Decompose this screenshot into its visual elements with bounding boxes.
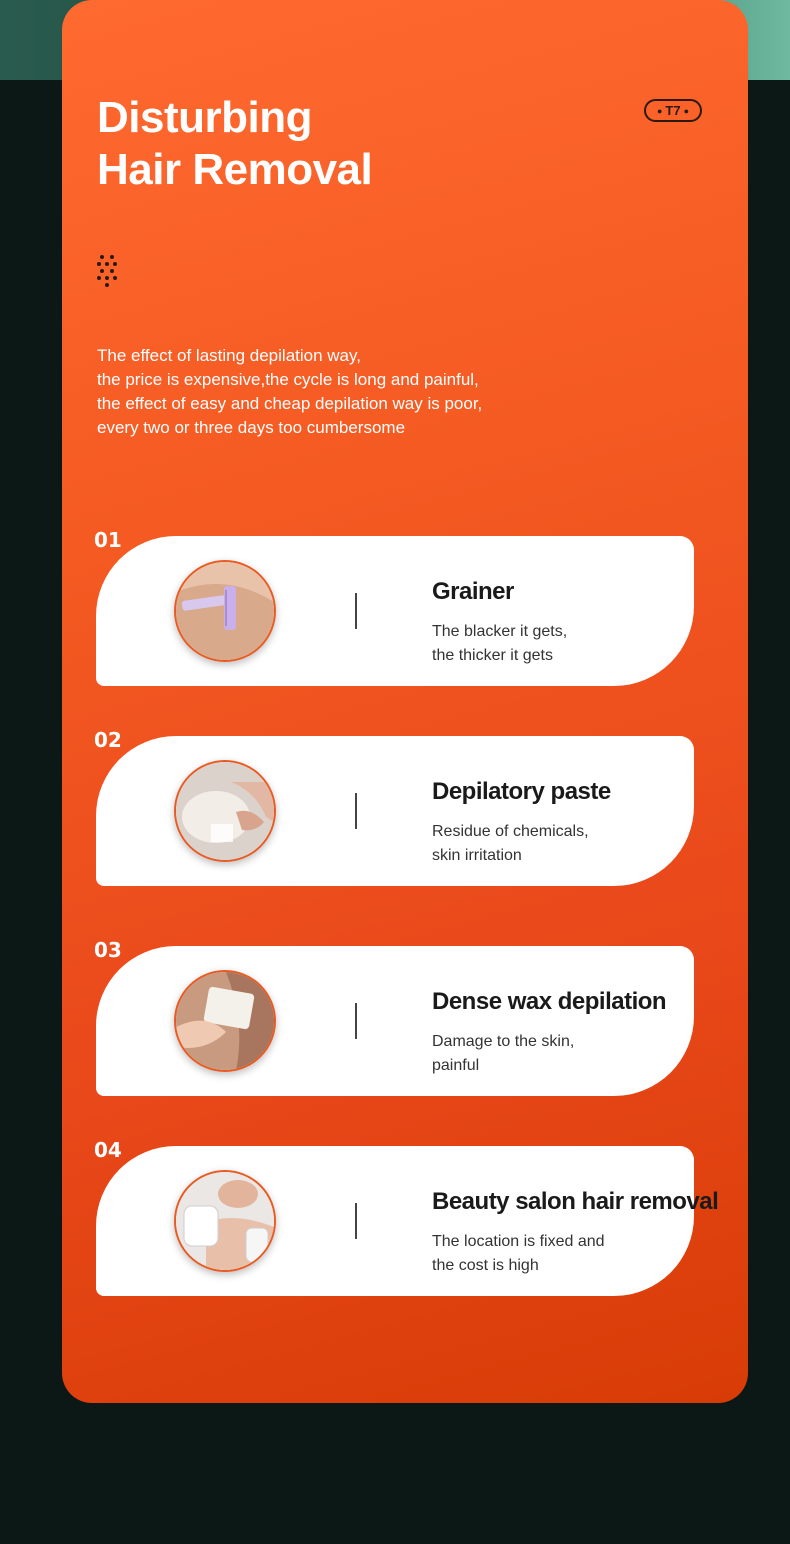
item-desc-line: Damage to the skin, <box>432 1033 575 1050</box>
item-desc-line: painful <box>432 1057 480 1074</box>
item-divider <box>355 1203 357 1239</box>
item-description <box>432 620 672 668</box>
item-description <box>432 1230 672 1278</box>
method-item-razor <box>94 528 694 686</box>
badge-label: T7 <box>665 103 681 118</box>
item-title: Grainer <box>432 578 514 605</box>
model-badge <box>644 99 702 122</box>
item-number: 04 <box>94 1138 122 1162</box>
badge-dot-icon: ● <box>656 105 663 116</box>
method-item-salon <box>94 1138 719 1296</box>
intro-line: every two or three days too cumbersome <box>97 418 406 437</box>
razor-icon <box>174 560 276 662</box>
item-description <box>432 820 672 868</box>
wax-strip-icon <box>174 970 276 1072</box>
item-divider <box>355 1003 357 1039</box>
intro-line: The effect of lasting depilation way, <box>97 346 361 365</box>
title-line-1: Disturbing <box>97 93 312 142</box>
intro-line: the effect of easy and cheap depilation way is poor, <box>97 394 483 413</box>
feature-card <box>62 0 748 1403</box>
title-line-2: Hair Removal <box>97 145 373 194</box>
item-desc-line: The blacker it gets, <box>432 623 568 640</box>
intro-line: the price is expensive,the cycle is long and painful, <box>97 370 479 389</box>
item-desc-line: skin irritation <box>432 847 522 864</box>
item-title: Beauty salon hair removal <box>432 1188 719 1215</box>
item-title: Dense wax depilation <box>432 988 667 1015</box>
item-description <box>432 1030 672 1078</box>
intro-text <box>97 344 577 440</box>
item-number: 01 <box>94 528 122 552</box>
item-divider <box>355 793 357 829</box>
item-desc-line: the cost is high <box>432 1257 539 1274</box>
dots-pattern-icon <box>96 254 118 288</box>
item-divider <box>355 593 357 629</box>
item-desc-line: Residue of chemicals, <box>432 823 589 840</box>
salon-device-icon <box>174 1170 276 1272</box>
method-item-depilatory-paste <box>94 728 694 886</box>
item-desc-line: the thicker it gets <box>432 647 553 664</box>
item-number: 02 <box>94 728 122 752</box>
item-title: Depilatory paste <box>432 778 611 805</box>
page-title <box>97 92 517 196</box>
item-desc-line: The location is fixed and <box>432 1233 605 1250</box>
cream-icon <box>174 760 276 862</box>
badge-dot-icon: ● <box>683 105 690 116</box>
method-item-wax <box>94 938 694 1096</box>
item-number: 03 <box>94 938 122 962</box>
